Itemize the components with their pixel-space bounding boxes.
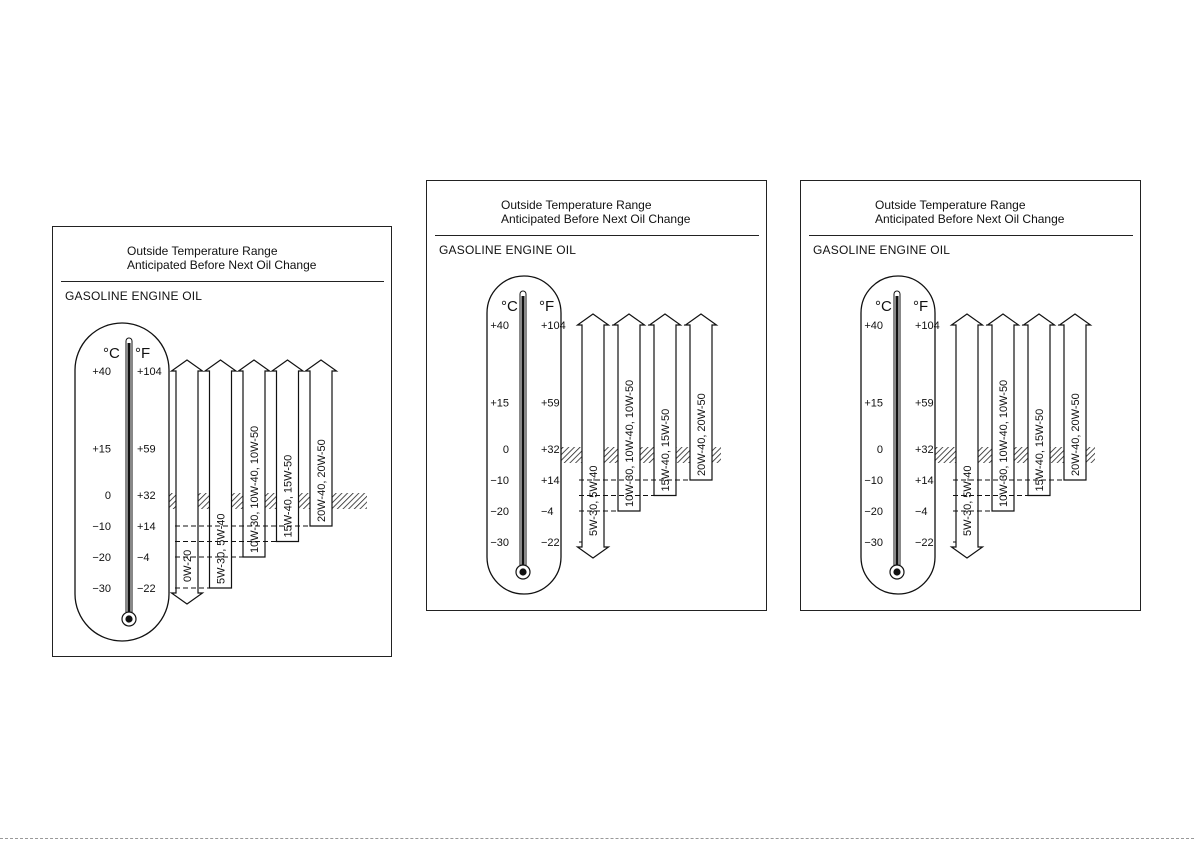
celsius-tick-label: −30 xyxy=(92,583,111,595)
celsius-tick-label: +15 xyxy=(864,397,883,410)
celsius-tick-label: −10 xyxy=(864,475,883,487)
fahrenheit-tick-label: +104 xyxy=(137,366,162,378)
viscosity-grade-label: 5W-30, 5W-40 xyxy=(588,465,600,536)
fahrenheit-tick-label: +32 xyxy=(915,444,934,456)
celsius-tick-label: +15 xyxy=(92,443,111,456)
viscosity-grade-label: 0W-20 xyxy=(182,549,194,582)
viscosity-grade-label: 10W-30, 10W-40, 10W-50 xyxy=(624,379,636,507)
celsius-tick-label: −10 xyxy=(490,475,509,487)
oil-chart-panel-1 xyxy=(52,226,392,657)
temperature-range-subtitle: Anticipated Before Next Oil Change xyxy=(875,212,1065,226)
viscosity-grade-label: 5W-30, 5W-40 xyxy=(962,465,974,536)
fahrenheit-tick-label: −4 xyxy=(137,552,150,564)
oil-viscosity-diagram xyxy=(53,227,391,656)
celsius-tick-label: +40 xyxy=(864,320,883,332)
mercury-column xyxy=(128,343,131,619)
fahrenheit-tick-label: +59 xyxy=(915,397,934,410)
fahrenheit-tick-label: +59 xyxy=(137,443,156,456)
temperature-range-title: Outside Temperature Range xyxy=(127,244,278,258)
viscosity-grade-label: 15W-40, 15W-50 xyxy=(1034,408,1046,492)
viscosity-grade-label: 10W-30, 10W-40, 10W-50 xyxy=(998,379,1010,507)
temperature-range-title: Outside Temperature Range xyxy=(875,198,1026,212)
fahrenheit-unit-label: °F xyxy=(913,298,929,315)
celsius-unit-label: °C xyxy=(875,298,892,315)
celsius-tick-label: −20 xyxy=(490,506,509,518)
viscosity-grade-label: 15W-40, 15W-50 xyxy=(660,408,672,492)
viscosity-grade-label: 20W-40, 20W-50 xyxy=(316,439,328,522)
fahrenheit-tick-label: +32 xyxy=(137,490,156,502)
fahrenheit-tick-label: +14 xyxy=(137,521,156,533)
thermometer-bulb xyxy=(125,615,132,622)
celsius-tick-label: −20 xyxy=(864,506,883,518)
temperature-range-subtitle: Anticipated Before Next Oil Change xyxy=(501,212,691,226)
oil-type-label: GASOLINE ENGINE OIL xyxy=(439,243,577,257)
fahrenheit-tick-label: −4 xyxy=(541,506,554,518)
oil-type-label: GASOLINE ENGINE OIL xyxy=(813,243,951,257)
fahrenheit-tick-label: +14 xyxy=(541,475,560,487)
fahrenheit-tick-label: +104 xyxy=(541,320,566,332)
viscosity-grade-label: 15W-40, 15W-50 xyxy=(282,454,295,538)
fahrenheit-unit-label: °F xyxy=(135,345,151,362)
viscosity-grade-label: 10W-30, 10W-40, 10W-50 xyxy=(249,425,261,553)
temperature-range-title: Outside Temperature Range xyxy=(501,198,652,212)
fahrenheit-tick-label: −22 xyxy=(541,537,560,549)
fahrenheit-tick-label: −22 xyxy=(137,583,156,595)
temperature-range-subtitle: Anticipated Before Next Oil Change xyxy=(127,258,317,272)
celsius-unit-label: °C xyxy=(103,345,120,362)
celsius-unit-label: °C xyxy=(501,298,518,315)
fahrenheit-tick-label: +14 xyxy=(915,475,934,487)
page-footer-rule xyxy=(0,838,1194,839)
fahrenheit-tick-label: −4 xyxy=(915,506,928,518)
celsius-tick-label: −10 xyxy=(92,521,111,533)
celsius-tick-label: 0 xyxy=(876,444,883,456)
oil-type-label: GASOLINE ENGINE OIL xyxy=(65,289,203,303)
fahrenheit-tick-label: −22 xyxy=(915,537,934,549)
celsius-tick-label: 0 xyxy=(104,490,111,502)
oil-viscosity-diagram xyxy=(427,181,766,610)
oil-viscosity-diagram xyxy=(801,181,1140,610)
celsius-tick-label: +15 xyxy=(490,397,509,410)
fahrenheit-unit-label: °F xyxy=(539,298,555,315)
celsius-tick-label: 0 xyxy=(502,444,509,456)
mercury-column xyxy=(896,296,899,572)
celsius-tick-label: +40 xyxy=(490,320,509,332)
thermometer-bulb xyxy=(519,568,526,575)
celsius-tick-label: −30 xyxy=(490,537,509,549)
celsius-tick-label: +40 xyxy=(92,366,111,378)
viscosity-grade-label: 20W-40, 20W-50 xyxy=(1070,393,1082,476)
fahrenheit-tick-label: +59 xyxy=(541,397,560,410)
viscosity-grade-label: 5W-30, 5W-40 xyxy=(215,513,228,584)
oil-chart-panel-2 xyxy=(426,180,767,611)
celsius-tick-label: −30 xyxy=(864,537,883,549)
celsius-tick-label: −20 xyxy=(92,552,111,564)
fahrenheit-tick-label: +104 xyxy=(915,320,940,332)
viscosity-grade-label: 20W-40, 20W-50 xyxy=(696,393,708,476)
mercury-column xyxy=(522,296,525,572)
oil-chart-panel-3 xyxy=(800,180,1141,611)
fahrenheit-tick-label: +32 xyxy=(541,444,560,456)
thermometer-bulb xyxy=(893,568,900,575)
